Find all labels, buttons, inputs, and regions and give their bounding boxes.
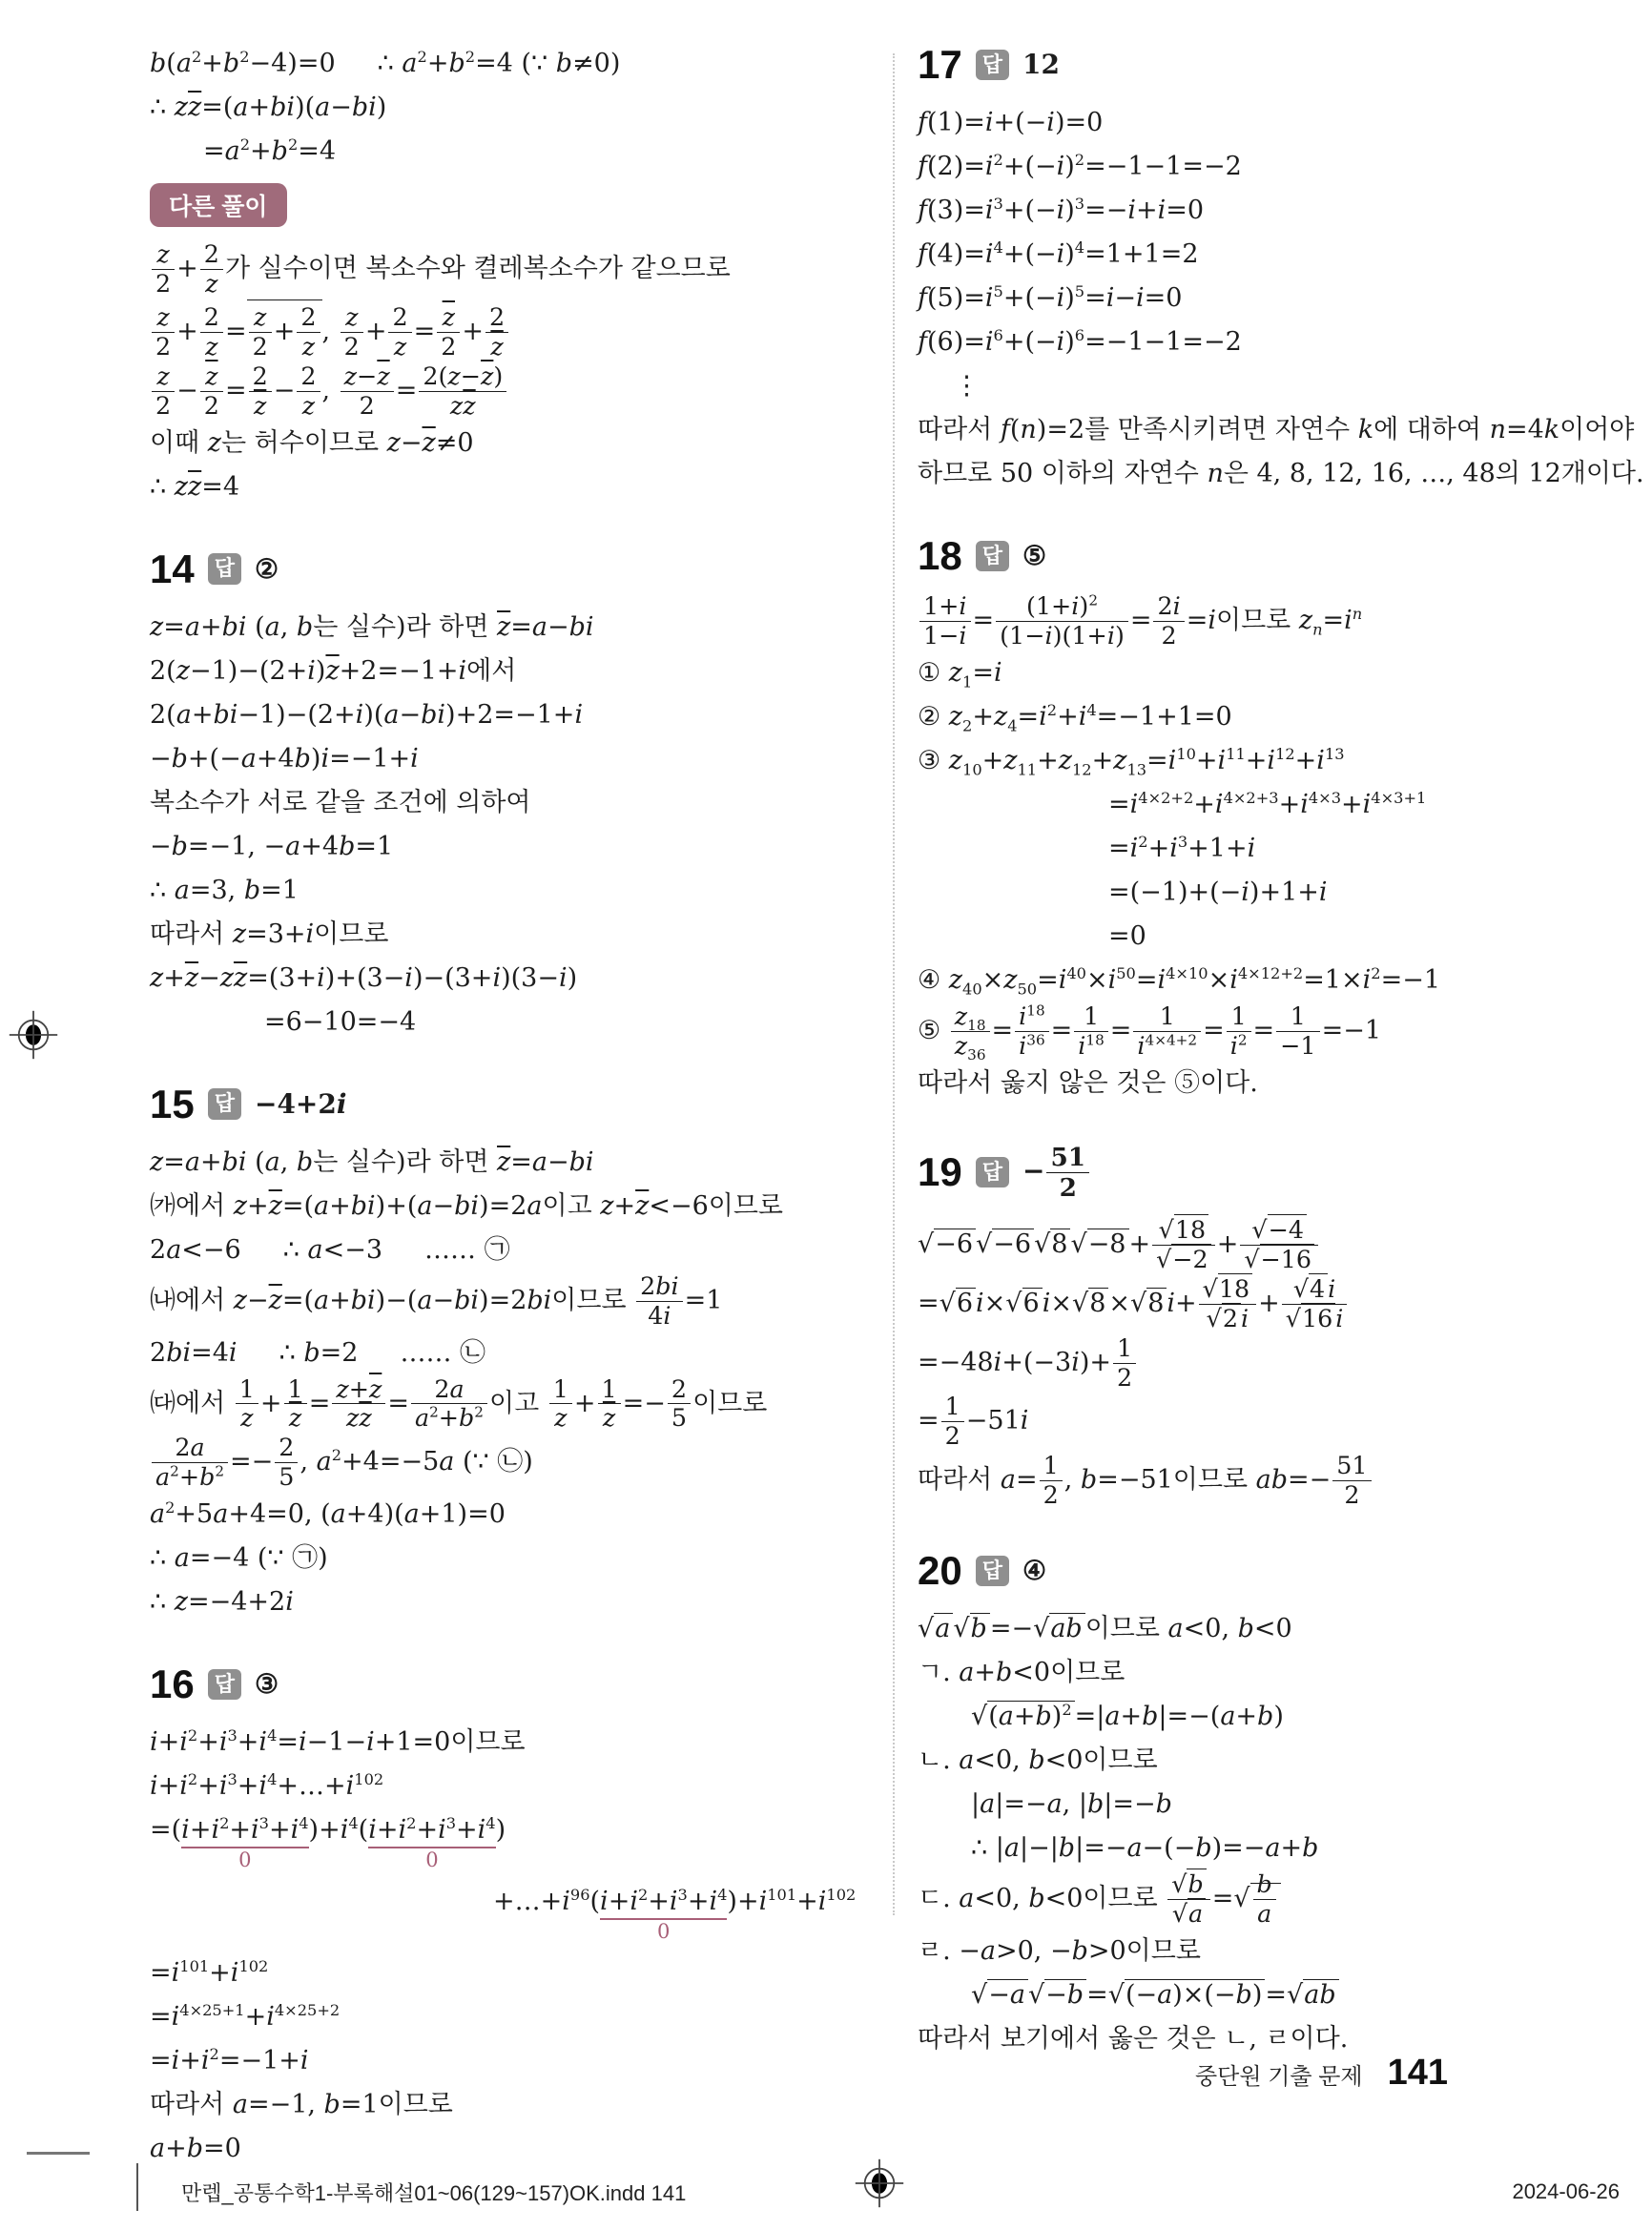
math-line: z=a+bi (a, b는 실수)라 하면 $\overline{z}=a-bi$ [150,611,594,642]
column-left [150,42,894,2171]
math-line: a+b=0 [150,2134,241,2164]
math-line: |a|=−a, |b|=−b [971,1789,1172,1820]
math-line: $b(a^2+b^2-4)=0$ ∴ $a^2+b^2=4$ (∵ b≠0) [150,48,621,78]
problem-18 [918,533,1652,1105]
math-line: $=i^2+i^3+1+i$ [1108,832,1256,863]
math-line: √a √b =−√ab 이므로 a<0, b<0 [918,1614,1292,1644]
math-line: −b+(−a+4b)i=−1+i [150,743,419,774]
math-line: $\frac{z}{2}$ + $\frac{2}{z}$ = $\frac{z}{2}$ + $\frac{2}{z}$ , $\frac{z}{2}$ + $\frac{2}{z}$ = $\frac{\overline{z}}{2}$ + $\frac{2}{z}$ [150,299,894,361]
problem-heading [918,1548,1652,1594]
answer-value: 12 [1022,49,1060,80]
math-line: ㄹ. −a>0, −b>0이므로 [918,1936,1201,1967]
answer-badge: 답 [976,541,1009,571]
math-line: $i+i^2+i^3+i^4=i-1-i+1=0$이므로 [150,1726,526,1758]
intro-continuation-block [150,42,894,508]
registration-mark-icon [854,2158,905,2209]
math-line: ∴ z=−4+2i [150,1587,294,1618]
math-line: 하므로 50 이하의 자연수 n은 4, 8, 12, 16, …, 48의 12개이다. [918,459,1644,488]
math-line: $f(4)=i^4+(-i)^4=1+1=2$ [918,238,1199,269]
math-line: $f(3)=i^3+(-i)^3=-i+i=0$ [918,195,1205,225]
math-line: ㈎에서 $z+\overline{z}=(a+bi)+(a-bi)=2a$이고 $z+\overline{z}<-6$이므로 [150,1190,783,1221]
math-line: =6−10=−4 [264,1006,417,1037]
answer-badge: 답 [976,1556,1009,1586]
answer-badge: 답 [208,1669,241,1700]
crop-mark [136,2163,138,2211]
solution-lines [918,1607,1652,2060]
math-line: $\frac{z}{2}$ − $\frac{\overline{z}}{2}$ = $\frac{2}{z}$ − $\frac{2}{z}$ , $\frac{z-\overline{z}}{2}$ = $\frac{2(z-\overline{z})}{z\overline{z}}$ [150,362,894,421]
answer-badge: 답 [976,1157,1009,1187]
math-line: $√(a+b)^2 =|a+b|=-(a+b)$ [971,1701,1284,1732]
math-line: $z+\overline{z}-z\overline{z}=(3+i)+(3-i)-(3+i)(3-i)$ [150,962,578,993]
registration-mark-icon [8,1009,59,1061]
math-line: =(−1)+(−i)+1+i [1108,877,1328,907]
math-line: ② $z_2+z_4=i^2+i^4=-1+1=0$ [918,700,1232,735]
math-line: ③ $z_{10}+z_{11}+z_{12}+z_{13}=i^{10}+i^{11}+i^{12}+i^{13}$ [918,744,1345,779]
answer-value: − $\frac{51}{2}$ [1022,1143,1091,1203]
math-line: 따라서 보기에서 옳은 것은 ㄴ, ㄹ이다. [918,2024,1349,2054]
page-number: 141 [1387,2053,1448,2093]
math-line: $=i+i^2=-1+i$ [150,2045,309,2076]
math-line: ④ $z_{40}\times z_{50}=i^{40}\times i^{50}=i^{4\times 10}\times i^{4\times 12+2}=1\times i^2=-1$ [918,963,1441,999]
crop-mark [27,2152,90,2155]
answer-badge: 답 [208,1088,241,1119]
math-line: $\frac{2a}{a^2+b^2}$ =− $\frac{2}{5}$ , $a^2+4=-5a$ (∵ ㉡) [150,1434,894,1492]
math-line: ㈏에서 $z-\overline{z}=(a+bi)-(a-bi)=2bi$이므로 $\frac{2bi}{4i}$ =1 [150,1270,723,1330]
math-line: =−48i+(−3i)+ $\frac{1}{2}$ [918,1334,1652,1393]
math-line: ∴ a=−4 (∵ ㉠) [150,1543,328,1574]
solution-lines [150,240,894,508]
problem-20 [918,1548,1652,2060]
answer-value: ④ [1022,1555,1047,1587]
answer-badge: 답 [208,553,241,584]
solution-lines [150,1721,894,2170]
solution-lines [150,42,894,173]
math-line: 따라서 a= $\frac{1}{2}$ , b=−51이므로 ab=− $\frac{51}{2}$ [918,1452,1652,1510]
imprint-text: 만렙_공통수학1-부록해설01~06(129~157)OK.indd 141 [181,2181,687,2205]
answer-value: ⑤ [1022,540,1047,571]
math-line: $\frac{1+i}{1-i}$ = $\frac{(1+i)^2}{(1-i)(1+i)}$ = $\frac{2i}{2}$ =i이므로 $z_n=i^n$ [918,592,1652,650]
math-line: ∴ $z\overline{z}=4$ [150,471,240,502]
math-line: 따라서 a=−1, b=1이므로 [150,2090,453,2120]
math-line: $f(6)=i^6+(-i)^6=-1-1=-2$ [918,326,1242,357]
problem-16 [150,1662,894,2170]
math-line: ㄱ. a+b<0이므로 [918,1658,1125,1688]
math-line: √−6 √−6 √8 √−8 + $\frac{√18}{√-2}$ + $\frac{√-4}{√-16}$ [918,1216,1652,1274]
answer-value: ③ [254,1668,279,1701]
answer-badge: 답 [976,50,1009,80]
solution-lines [150,1141,894,1624]
math-line: 따라서 z=3+i이므로 [150,919,389,949]
math-line: f(1)=i+(−i)=0 [918,108,1104,137]
answer-value: ② [254,552,279,585]
problem-heading [150,1082,894,1127]
problem-number: 19 [918,1149,962,1195]
math-line: =√6 i×√6 i×√8 ×√8 i+ $\frac{√18}{√2 i}$ + $\frac{√4 i}{√16 i}$ [918,1275,1652,1333]
problem-17 [918,42,1652,495]
problem-heading [918,1143,1652,1203]
problem-heading [918,533,1652,579]
math-line: 2bi=4i ∴ b=2 …… ㉡ [150,1337,486,1368]
math-line: 이때 z는 허수이므로 $z-\overline{z}\ne 0$ [150,427,474,458]
math-line: = $\frac{1}{2}$ −51i [918,1392,1029,1451]
math-line: ∴ $z\overline{z}=(a+bi)(a-bi)$ [150,93,387,122]
math-line: z=a+bi (a, b는 실수)라 하면 $\overline{z}=a-bi$ [150,1146,594,1177]
problem-number: 14 [150,546,195,591]
math-line: $f(2)=i^2+(-i)^2=-1-1=-2$ [918,151,1242,181]
math-line: $=(i+i^2+i^3+i^4$ 0 )$+i^4(i+i^2+i^3+i^4$ 0 ) [150,1814,506,1872]
math-line: 2(a+bi−1)−(2+i)(a−bi)+2=−1+i [150,699,584,730]
problem-heading [918,42,1652,88]
solution-lines [150,606,894,1043]
math-line: 따라서 f(n)=2를 만족시키려면 자연수 k에 대하여 n=4k이어야 [918,415,1635,444]
math-line: $2(z-1)-(2+i)\overline{z}+2=-1+i$에서 [150,655,517,686]
math-line: ㈐에서 $\frac{1}{z}$ + $\frac{1}{z}$ = $\frac{z+\overline{z}}{z\overline{z}}$ = $\frac{2a}{a^2+b^2}$ 이고 $\frac{1}{z}$ + $\frac{1}{z}$ =− $\frac{2}{5}$ 이므로 [150,1373,768,1433]
math-line: ⋮ [954,371,980,401]
math-line: $\frac{z}{2}$ + $\frac{2}{z}$ 가 실수이면 복소수와 켤레복소수가 같으므로 [150,240,894,299]
math-line: √−a √−b =√(−a)×(−b) =√ab [971,1973,1652,2016]
math-line: ㄴ. a<0, b<0이므로 [918,1745,1158,1776]
math-line: 따라서 옳지 않은 것은 ⑤이다. [918,1067,1258,1098]
math-line: −b=−1, −a+4b=1 [150,831,394,861]
problem-number: 15 [150,1081,195,1126]
answer-value: −4+2i [254,1087,347,1120]
math-line: $=i^{4\times 2+2}+i^{4\times 2+3}+i^{4\times 3}+i^{4\times 3+1}$ [1108,788,1427,819]
math-line: $a^2+5a+4=0$, (a+4)(a+1)=0 [150,1498,506,1530]
problem-14 [150,547,894,1043]
math-line: $+\dots+i^{96}(i+i^2+i^3+i^4$ 0 )$+i^{101}+i^{102}$ [493,1886,857,1944]
problem-number: 18 [918,533,962,578]
math-line: $=a^2+b^2=4$ [203,135,337,166]
math-line: $f(5)=i^5+(-i)^5=i-i=0$ [918,282,1183,313]
math-line: $=i^{101}+i^{102}$ [150,1957,269,1989]
math-line: 2a<−6 ∴ a<−3 …… ㉠ [150,1234,510,1265]
solution-lines [918,592,1652,1105]
math-line: =0 [1108,920,1146,951]
problem-number: 20 [918,1548,962,1594]
solution-lines [918,1216,1652,1510]
problem-number: 16 [150,1662,195,1707]
problem-number: 17 [918,42,962,87]
math-line: $=i^{4\times 25+1}+i^{4\times 25+2}$ [150,2001,341,2033]
problem-19 [918,1143,1652,1510]
print-date: 2024-06-26 [1512,2179,1620,2203]
solution-lines [918,101,1652,495]
problem-heading [150,1662,894,1707]
alt-solution-badge: 다른 풀이 [150,183,287,227]
math-line: ∴ |a|−|b|=−a−(−b)=−a+b [971,1833,1319,1864]
math-line: ㄷ. a<0, b<0이므로 $\frac{√b}{√a}$ =√ $\frac{b}{a}$ [918,1870,1652,1929]
math-line: ∴ a=3, b=1 [150,875,299,905]
math-line: ① $z_1=i$ [918,657,1002,692]
math-line: 복소수가 서로 같을 조건에 의하여 [150,787,531,817]
page-footer [1195,2053,1448,2094]
math-line: $i+i^2+i^3+i^4+\dots+i^{102}$ [150,1770,384,1802]
column-right [918,42,1652,2061]
problem-heading [150,547,894,592]
math-line: ⑤ $\frac{z_{18}}{z_{36}}$ = $\frac{i^{18}}{i^{36}}$ = $\frac{1}{i^{18}}$ = $\frac{1}{i^{4\times 4+2}}$ = $\frac{1}{i^2}$ = $\frac{1}{-1}$ =−1 [918,1001,1382,1063]
problem-15 [150,1082,894,1624]
section-label: 중단원 기출 문제 [1194,2064,1363,2090]
